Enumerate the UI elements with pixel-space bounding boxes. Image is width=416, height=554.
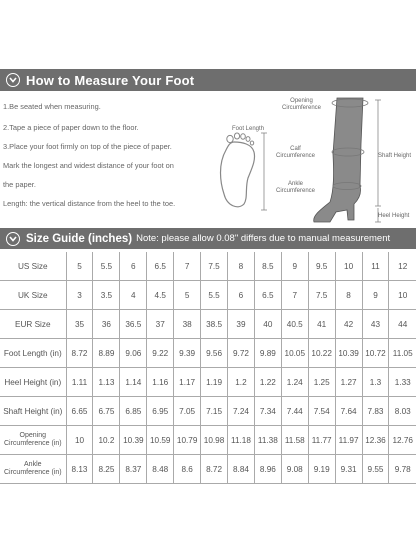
instruction-line: Length: the vertical distance from the heel to the toe.	[3, 199, 176, 208]
table-cell: 7.34	[254, 397, 281, 426]
table-cell: 1.25	[308, 368, 335, 397]
table-cell: 39	[228, 310, 255, 339]
table-cell: 9.22	[147, 339, 174, 368]
boot-outline-icon	[290, 94, 416, 226]
table-row	[0, 397, 416, 426]
table-cell: 37	[147, 310, 174, 339]
table-cell: 9.55	[362, 455, 389, 484]
table-cell: 40	[254, 310, 281, 339]
table-cell: 8.13	[66, 455, 93, 484]
table-cell: 4	[120, 281, 147, 310]
table-cell: 10.39	[120, 426, 147, 455]
table-cell: 5	[66, 252, 93, 281]
table-cell: 8.72	[66, 339, 93, 368]
table-cell: 6.5	[254, 281, 281, 310]
table-cell: 8.96	[254, 455, 281, 484]
table-cell: 11.18	[228, 426, 255, 455]
table-cell: 8.5	[254, 252, 281, 281]
shaft-height-label: Shaft Height	[378, 153, 412, 159]
table-cell: 41	[308, 310, 335, 339]
table-cell: 10	[335, 252, 362, 281]
table-cell: 10.39	[335, 339, 362, 368]
table-cell: 5	[174, 281, 201, 310]
table-cell: 9.89	[254, 339, 281, 368]
table-cell: 10.72	[362, 339, 389, 368]
table-cell: 7.64	[335, 397, 362, 426]
table-cell: 11.58	[281, 426, 308, 455]
measure-foot-title: How to Measure Your Foot	[26, 72, 195, 88]
table-cell: 9.56	[201, 339, 228, 368]
table-cell: 10.22	[308, 339, 335, 368]
table-cell: 9.72	[228, 339, 255, 368]
table-cell: 8.89	[93, 339, 120, 368]
row-label: Foot Length (in)	[0, 339, 66, 368]
table-cell: 12.76	[389, 426, 416, 455]
table-cell: 1.19	[201, 368, 228, 397]
table-row	[0, 368, 416, 397]
table-cell: 9.78	[389, 455, 416, 484]
row-label: Ankle Circumference (in)	[0, 455, 66, 484]
table-cell: 11.05	[389, 339, 416, 368]
opening-circumference-label: Opening Circumference	[282, 98, 322, 111]
table-cell: 10.98	[201, 426, 228, 455]
size-guide-title: Size Guide (inches)	[26, 232, 133, 245]
table-cell: 10	[66, 426, 93, 455]
table-cell: 8	[228, 252, 255, 281]
table-cell: 10.79	[174, 426, 201, 455]
table-cell: 1.14	[120, 368, 147, 397]
table-cell: 7.5	[308, 281, 335, 310]
row-label: US Size	[0, 252, 66, 281]
table-cell: 1.2	[228, 368, 255, 397]
table-cell: 9.31	[335, 455, 362, 484]
table-cell: 7.83	[362, 397, 389, 426]
table-cell: 1.3	[362, 368, 389, 397]
table-cell: 7.44	[281, 397, 308, 426]
table-cell: 1.33	[389, 368, 416, 397]
table-cell: 38	[174, 310, 201, 339]
size-guide-table	[0, 252, 416, 484]
table-cell: 11.77	[308, 426, 335, 455]
table-cell: 8.72	[201, 455, 228, 484]
table-cell: 9.39	[174, 339, 201, 368]
table-cell: 6.95	[147, 397, 174, 426]
size-guide-note: Note: please allow 0.08" differs due to manual measurement	[136, 233, 391, 244]
table-cell: 8.37	[120, 455, 147, 484]
instruction-line: 1.Be seated when measuring.	[3, 102, 101, 111]
table-cell: 12	[389, 252, 416, 281]
table-cell: 7.15	[201, 397, 228, 426]
table-cell: 12.36	[362, 426, 389, 455]
table-cell: 11.97	[335, 426, 362, 455]
table-cell: 44	[389, 310, 416, 339]
table-row	[0, 339, 416, 368]
table-cell: 3	[66, 281, 93, 310]
row-label: EUR Size	[0, 310, 66, 339]
table-cell: 7.54	[308, 397, 335, 426]
table-cell: 11.38	[254, 426, 281, 455]
table-cell: 1.11	[66, 368, 93, 397]
table-cell: 3.5	[93, 281, 120, 310]
table-cell: 38.5	[201, 310, 228, 339]
table-cell: 9.5	[308, 252, 335, 281]
row-label: UK Size	[0, 281, 66, 310]
table-cell: 1.13	[93, 368, 120, 397]
table-cell: 4.5	[147, 281, 174, 310]
calf-circumference-label: Calf Circumference	[276, 146, 316, 159]
row-label: Heel Height (in)	[0, 368, 66, 397]
table-cell: 35	[66, 310, 93, 339]
instruction-line: 2.Tape a piece of paper down to the floor.	[3, 123, 139, 132]
table-cell: 8	[335, 281, 362, 310]
table-cell: 11	[362, 252, 389, 281]
table-cell: 9.19	[308, 455, 335, 484]
table-cell: 7	[174, 252, 201, 281]
table-cell: 6	[120, 252, 147, 281]
table-cell: 1.22	[254, 368, 281, 397]
table-row	[0, 252, 416, 281]
table-cell: 43	[362, 310, 389, 339]
instruction-line: 3.Place your foot firmly on top of the piece of paper.	[3, 142, 172, 151]
table-cell: 10.59	[147, 426, 174, 455]
table-cell: 7.24	[228, 397, 255, 426]
row-label: Shaft Height (in)	[0, 397, 66, 426]
table-row	[0, 310, 416, 339]
chevron-down-icon	[6, 232, 20, 246]
table-cell: 9	[362, 281, 389, 310]
table-cell: 1.27	[335, 368, 362, 397]
table-cell: 42	[335, 310, 362, 339]
table-cell: 7.05	[174, 397, 201, 426]
chevron-down-icon	[6, 73, 20, 87]
table-cell: 8.48	[147, 455, 174, 484]
table-cell: 1.17	[174, 368, 201, 397]
table-cell: 9.08	[281, 455, 308, 484]
instruction-line: Mark the longest and widest distance of your foot on	[3, 161, 174, 170]
table-cell: 6.65	[66, 397, 93, 426]
table-cell: 8.25	[93, 455, 120, 484]
ankle-circumference-label: Ankle Circumference	[276, 181, 316, 194]
heel-height-label: Heel Height	[378, 213, 410, 219]
table-cell: 8.6	[174, 455, 201, 484]
table-cell: 6	[228, 281, 255, 310]
foot-length-label: Foot Length	[232, 126, 265, 132]
table-cell: 8.03	[389, 397, 416, 426]
table-row	[0, 281, 416, 310]
row-label: Opening Circumference (in)	[0, 426, 66, 455]
table-cell: 7	[281, 281, 308, 310]
table-cell: 40.5	[281, 310, 308, 339]
table-cell: 7.5	[201, 252, 228, 281]
size-guide-header	[0, 228, 416, 249]
table-row	[0, 455, 416, 484]
table-cell: 1.24	[281, 368, 308, 397]
measure-foot-header	[0, 69, 416, 91]
table-cell: 6.75	[93, 397, 120, 426]
table-cell: 5.5	[93, 252, 120, 281]
instruction-line: the paper.	[3, 180, 36, 189]
table-row	[0, 426, 416, 455]
table-cell: 6.85	[120, 397, 147, 426]
table-cell: 5.5	[201, 281, 228, 310]
table-cell: 9.06	[120, 339, 147, 368]
table-cell: 9	[281, 252, 308, 281]
table-cell: 6.5	[147, 252, 174, 281]
table-cell: 36	[93, 310, 120, 339]
foot-outline-icon	[212, 130, 272, 215]
table-cell: 36.5	[120, 310, 147, 339]
table-cell: 8.84	[228, 455, 255, 484]
table-cell: 1.16	[147, 368, 174, 397]
table-cell: 10.2	[93, 426, 120, 455]
table-cell: 10	[389, 281, 416, 310]
table-cell: 10.05	[281, 339, 308, 368]
